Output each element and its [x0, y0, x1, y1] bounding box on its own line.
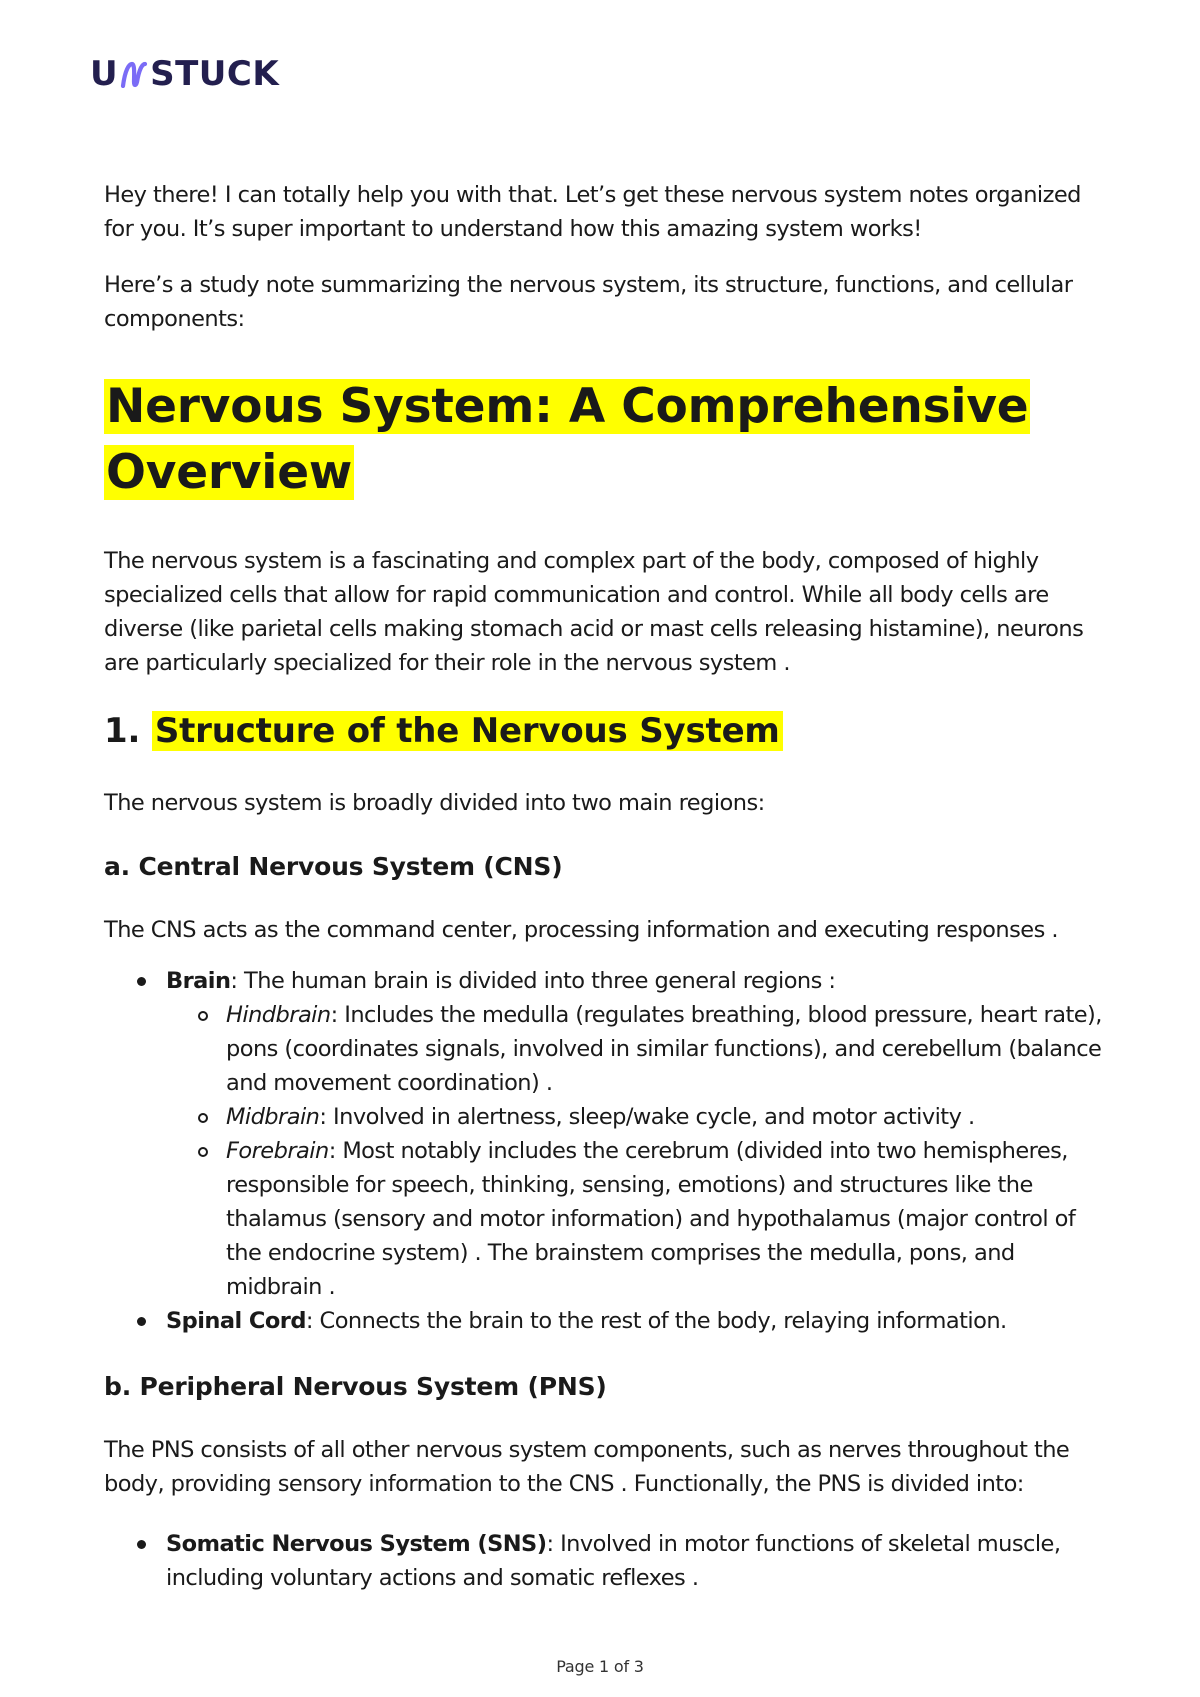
brand-logo-prefix: U — [90, 54, 119, 94]
brand-logo-suffix: STUCK — [150, 54, 280, 94]
forebrain-term: Forebrain — [226, 1138, 329, 1164]
intro-paragraph-2: Here’s a study note summarizing the nervous system, its structure, functions, and cellular components: — [104, 272, 1073, 332]
brand-logo — [90, 54, 279, 94]
hindbrain-text: : Includes the medulla (regulates breathing, blood pressure, heart rate), pons (coordinates signals, involved in similar functions), and cerebellum (balance and movement coordination) . — [226, 1002, 1102, 1096]
overview-paragraph: The nervous system is a fascinating and complex part of the body, composed of highly specialized cells that allow for rapid communication and control. While all body cells are diverse (like parietal cells making stomach acid or mast cells releasing histamine), neurons are particularly specialized for their role in the nervous system . — [104, 548, 1084, 676]
document-title — [104, 374, 1104, 506]
list-item-midbrain — [166, 1100, 1104, 1134]
somatic-term: Somatic Nervous System (SNS) — [166, 1531, 547, 1557]
spinal-cord-text: : Connects the brain to the rest of the body, relaying information. — [305, 1308, 1007, 1334]
cns-list — [104, 964, 1104, 1338]
list-item-spinal-cord — [104, 1304, 1104, 1338]
list-item-forebrain — [166, 1134, 1104, 1304]
section-1-number: 1. — [104, 711, 152, 751]
document-body — [104, 178, 1104, 1595]
hindbrain-term: Hindbrain — [226, 1002, 331, 1028]
brain-term: Brain — [166, 968, 231, 994]
spinal-cord-term: Spinal Cord — [166, 1308, 306, 1334]
intro-paragraph-1: Hey there! I can totally help you with that. Let’s get these nervous system notes organized for you. It’s super important to understand how this amazing system works! — [104, 182, 1081, 242]
brand-logo-n-mark — [119, 60, 149, 88]
cns-heading: a. Central Nervous System (CNS) — [104, 852, 563, 881]
list-item-somatic — [104, 1527, 1104, 1595]
forebrain-text: : Most notably includes the cerebrum (divided into two hemispheres, responsible for speech, thinking, sensing, emotions) and structures like the thalamus (sensory and motor information) and hypothalamus (major control of the endocrine system) . The brainstem comprises the medulla, pons, and midbrain . — [226, 1138, 1076, 1300]
document-title-text: Nervous System: A Comprehensive Overview — [106, 379, 1029, 500]
brain-regions-list — [166, 998, 1104, 1304]
cns-paragraph: The CNS acts as the command center, processing information and executing responses . — [104, 917, 1058, 943]
somatic-text: : Involved in motor functions of skeletal muscle, including voluntary actions and somatic reflexes . — [166, 1531, 1061, 1591]
midbrain-term: Midbrain — [226, 1104, 320, 1130]
midbrain-text: : Involved in alertness, sleep/wake cycle, and motor activity . — [319, 1104, 975, 1130]
list-item-brain — [104, 964, 1104, 1304]
page-number: Page 1 of 3 — [556, 1657, 644, 1676]
pns-paragraph: The PNS consists of all other nervous system components, such as nerves throughout the body, providing sensory information to the CNS . Functionally, the PNS is divided into: — [104, 1437, 1070, 1497]
list-item-hindbrain — [166, 998, 1104, 1100]
brain-text: : The human brain is divided into three general regions : — [230, 968, 836, 994]
pns-list — [104, 1527, 1104, 1595]
section-1-intro: The nervous system is broadly divided into two main regions: — [104, 790, 765, 816]
pns-heading: b. Peripheral Nervous System (PNS) — [104, 1372, 607, 1401]
section-1-heading — [104, 706, 1104, 756]
section-1-title: Structure of the Nervous System — [152, 711, 783, 751]
